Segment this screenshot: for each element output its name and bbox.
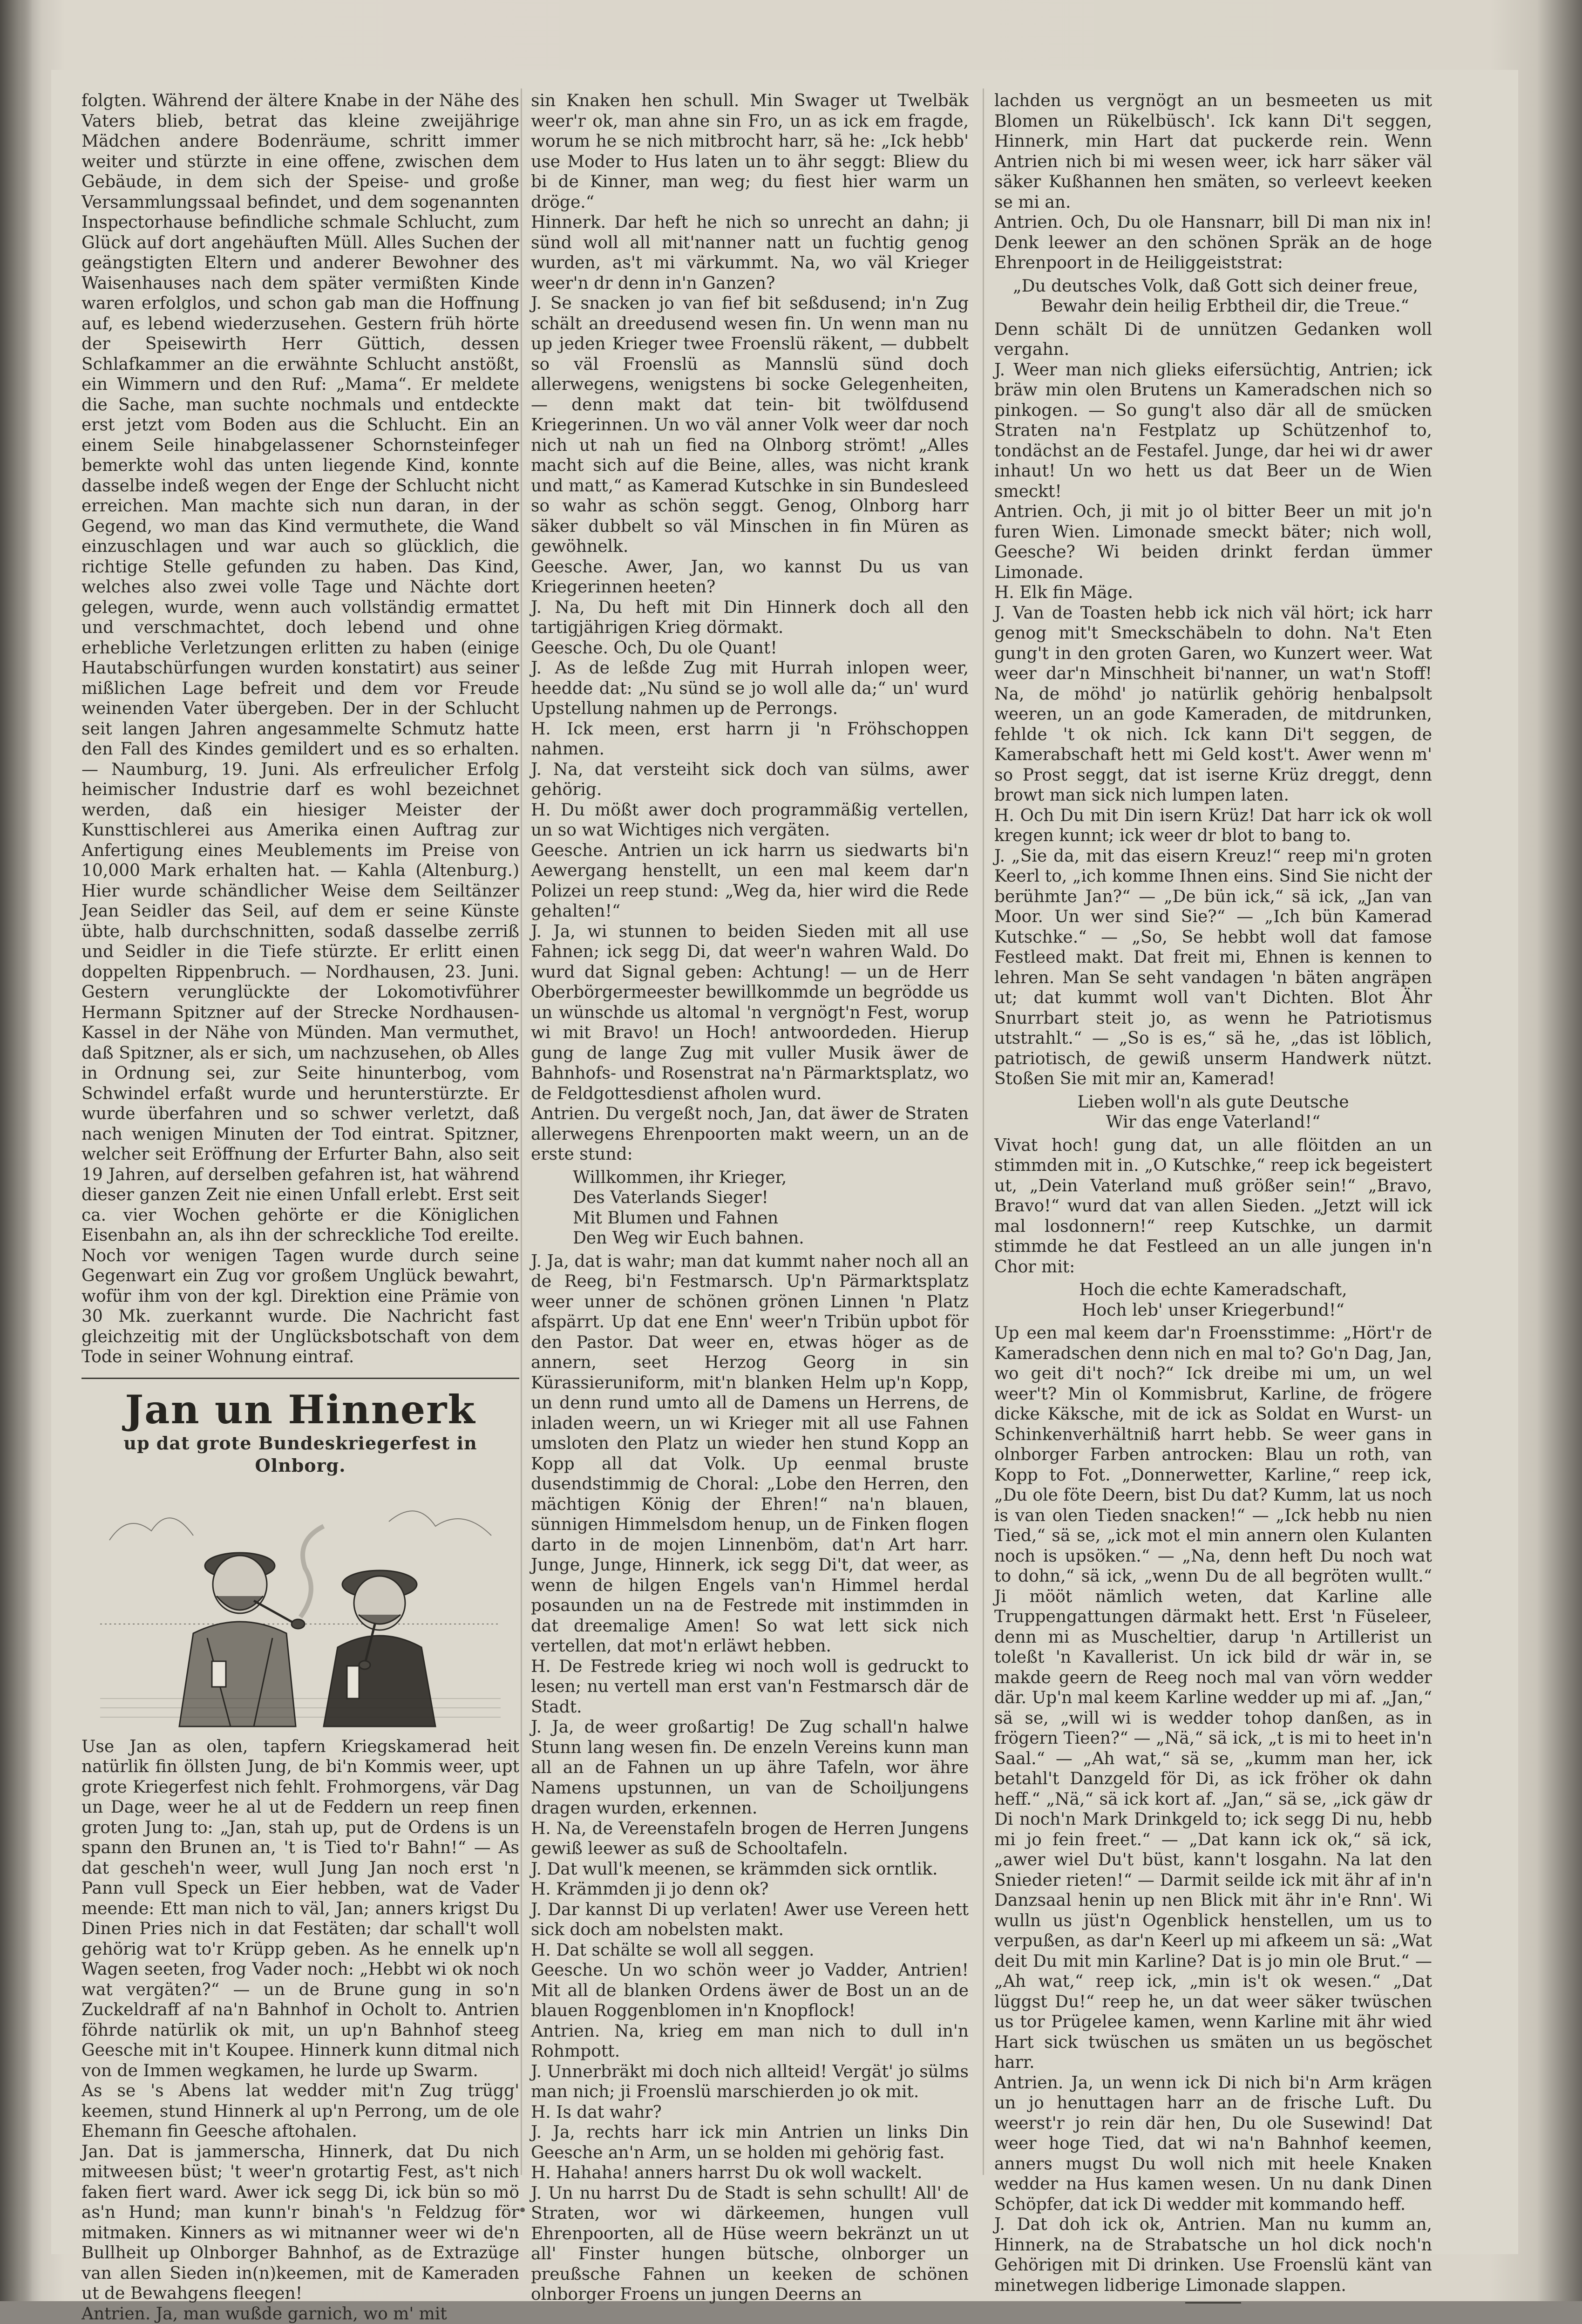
dialogue-paragraph: lachden us vergnögt an un besmeeten us mit Blomen un Rükelbüsch'. Ick kann Di't seggen, Hinnerk, min Hart dat puckerde rein. Wenn Antrien nich bi mi wesen weer, ick harr säker väl säker Kußhannen hen smäten, so verleevt keeken se mi an. (994, 91, 1432, 212)
verse-line: Hoch die echte Kameradschaft, (994, 1280, 1432, 1300)
verse-line: Des Vaterlands Sieger! (573, 1188, 969, 1208)
dialogue-paragraph: Hinnerk. Dar heft he nich so unrecht an dahn; ji sünd woll all mit'nanner natt un fuchtig genog wurden, as't mi värkummt. Na, wo väl Krieger weer'n dr denn in'n Ganzen? (531, 212, 969, 293)
dialogue-paragraph: J. Dat wull'k meenen, se krämmden sick orntlik. (531, 1859, 969, 1880)
page-edge-shadow (0, 0, 33, 2301)
chorus-verse (994, 1280, 1432, 1320)
verse-line: Hoch leb' unser Kriegerbund!“ (994, 1300, 1432, 1321)
news-paragraph: folgten. Während der ältere Knabe in der Nähe des Vaters blieb, betrat das kleine zweijährige Mädchen andere Bodenräume, schritt immer weiter und stürzte in eine offene, zwischen dem Gebäude, in dem sich der Speise- und große Versammlungssaal befindet, und dem sogenannten Inspectorhause befindliche schmale Schlucht, zum Glück auf dort angehäuften Müll. Alles Suchen der geängstigten Eltern und anderer Bewohner des Waisenhauses nach dem später vermißten Kinde waren erfolglos, und schon gab man die Hoffnung auf, es lebend wiederzusehen. Gestern früh hörte der Speisewirth Herr Güttich, dessen Schlafkammer an die erwähnte Schlucht anstößt, ein Wimmern und den Ruf: „Mama“. Er meldete die Sache, man suchte nochmals und entdeckte erst jetzt vom Boden aus die Schlucht. Ein an einem Seile hinabgelassener Schornsteinfeger bemerkte wohl das unten liegende Kind, konnte dasselbe indeß wegen der Enge der Schlucht nicht erreichen. Man machte sich nun daran, in der Gegend, wo man das Kind vermuthete, die Wand einzuschlagen und war auch so glücklich, die richtige Stelle gefunden zu haben. Das Kind, welches also zwei volle Tage und Nächte dort gelegen, wurde, wenn auch vollständig ermattet und verschmachtet, doch lebend und ohne erhebliche Verletzungen erlitten zu haben (einige Hautabschürfungen wurden konstatirt) aus seiner mißlichen Lage befreit und dem vor Freude weinenden Vater übergeben. Der in der Schlucht seit langen Jahren angesammelte Schmutz hatte den Fall des Kindes gemildert und es so erhalten. — Naumburg, 19. Juni. Als erfreulicher Erfolg heimischer Industrie darf es wohl bezeichnet werden, daß ein hiesiger Meister der Kunsttischlerei aus Amerika einen Auftrag zur Anfertigung eines Meublements im Preise von 10,000 Mark erhalten hat. — Kahla (Altenburg.) Hier wurde schändlicher Weise dem Seiltänzer Jean Seidler das Seil, auf dem er seine Künste übte, halb durchschnitten, sodaß dasselbe zerriß und Seidler in die Tiefe stürzte. Er erlitt einen doppelten Rippenbruch. — Nordhausen, 23. Juni. Gestern verunglückte der Lokomotivführer Hermann Spitzner auf der Strecke Nordhausen-Kassel in der Nähe von Münden. Man vermuthet, daß Spitzner, als er sich, um nachzusehen, ob Alles in Ordnung sei, zur Seite hinunterbog, vom Schwindel erfaßt wurde und herunterstürzte. Er wurde überfahren und so schwer verletzt, daß nach wenigen Minuten der Tod eintrat. Spitzner, welcher seit Eröffnung der Erfurter Bahn, also seit 19 Jahren, auf derselben gefahren ist, hat während dieser ganzen Zeit nie einen Unfall erlebt. Erst seit ca. vier Wochen gehörte er die Königlichen Eisenbahn an, als ihn der schreckliche Tod ereilte. Noch vor wenigen Tagen wurde durch seine Gegenwart ein Zug vor großem Unglück bewahrt, wofür ihm von der kgl. Direktion eine Prämie von 30 Mk. zuerkannt wurde. Die Nachricht fast gleichzeitig mit der Unglücksbotschaft von dem Tode in seiner Wohnung eintraf. (81, 91, 519, 1367)
column-3 (994, 91, 1432, 2196)
end-rule (1185, 2302, 1241, 2304)
dialogue-paragraph: H. Elk fin Mäge. (994, 583, 1432, 603)
dialogue-paragraph: sin Knaken hen schull. Min Swager ut Twelbäk weer'r ok, man ahne sin Fro, un as ick em fragde, worum he se nich mitbrocht harr, sä he: „Ick hebb' use Moder to Hus laten un to ähr seggt: Bliew du bi de Kinner, man weg; du fiest hier warm un dröge.“ (531, 91, 969, 212)
dialogue-paragraph: J. Ja, de weer großartig! De Zug schall'n halwe Stunn lang wesen fin. De enzeln Vereins kunn man all an de Fahnen un up ähre Tafeln, wor ähre Namens upstunnen, un van de Schoiljungens dragen wurden, erkennen. (531, 1717, 969, 1819)
column-rule-1 (521, 88, 522, 2175)
section-divider (81, 1378, 519, 1379)
two-men-pipes-illustration (100, 1484, 501, 1726)
dialogue-paragraph: H. Krämmden ji jo denn ok? (531, 1879, 969, 1900)
dialogue-paragraph: Geesche. Antrien un ick harrn us siedwarts bi'n Aewergang henstellt, un een mal keem dar'n Polizei un reep stund: „Weg da, hier wird die Rede gehalten!“ (531, 841, 969, 922)
verse-line: Bewahr dein heilig Erbtheil dir, die Treue.“ (1013, 296, 1432, 317)
dialogue-paragraph: Antrien. Ja, un wenn ick Di nich bi'n Arm krägen un jo henuttagen harr an de frische Luft. Du weerst'r jo rein där hen, Du ole Susewind! Dat weer hoge Tied, dat wi na'n Bahnhof keemen, anners mugst Du woll nich mit heele Knaken wedder na Hus kamen wesen. Un nu dank Dinen Schöpfer, dat ick Di wedder mit kommando heff. (994, 2073, 1432, 2215)
story-subheadline: up dat grote Bundeskriegerfest in Olnborg. (81, 1432, 519, 1477)
dialogue-paragraph: Denn schält Di de unnützen Gedanken woll vergahn. (994, 319, 1432, 360)
dialogue-paragraph: H. Dat schälte se woll all seggen. (531, 1940, 969, 1961)
dialogue-paragraph: J. As de leßde Zug mit Hurrah inlopen weer, heedde dat: „Nu sünd se jo woll alle da;“ un' wurd Upstellung nahmen up de Perrongs. (531, 658, 969, 719)
story-paragraph: As se 's Abens lat wedder mit'n Zug trügg' keemen, stund Hinnerk al up'n Perrong, um de ole Ehemann fin Geesche aftohalen. (81, 2081, 519, 2142)
dialogue-paragraph: Antrien. Na, krieg em man nich to dull in'n Rohmpott. (531, 2021, 969, 2062)
dialogue-paragraph: J. Ja, rechts harr ick min Antrien un links Din Geesche an'n Arm, un se holden mi gehörig fast. (531, 2122, 969, 2163)
dialogue-paragraph: J. Dar kannst Di up verlaten! Awer use Vereen hett sick doch am nobelsten makt. (531, 1900, 969, 1940)
dialogue-paragraph: Vivat hoch! gung dat, un alle flöitden an un stimmden mit in. „O Kutschke,“ reep ick begeistert ut, „Dein Vaterland muß größer sein!“ „Bravo, Bravo!“ wurd dat van allen Sieden. „Jetzt will ick mal losdonnern!“ reep Kutschke, un darmit stimmde he dat Festleed an un alle jungen in'n Chor mit: (994, 1135, 1432, 1278)
verse-line: Lieben woll'n als gute Deutsche (994, 1092, 1432, 1113)
dialogue-paragraph: Antrien. Och, Du ole Hansnarr, bill Di man nix in! Denk leewer an den schönen Spräk an de hoge Ehrenpoort in de Heiliggeiststrat: (994, 212, 1432, 273)
verse-line: Den Weg wir Euch bahnen. (573, 1228, 969, 1249)
dialogue-paragraph: J. Na, Du heft mit Din Hinnerk doch all den tartigjährigen Krieg dörmakt. (531, 598, 969, 638)
welcome-verse (531, 1168, 969, 1249)
dialogue-paragraph: J. Weer man nich glieks eifersüchtig, Antrien; ick bräw min olen Brutens un Kameradschen nich so pinkogen. — So gung't also där all de smücken Straten na'n Festplatz up Schützenhof to, tondächst an de Festafel. Junge, dar hei wi dr awer inhaut! Un wo hett us dat Beer un de Wien smeckt! (994, 360, 1432, 502)
dialogue-paragraph: Geesche. Awer, Jan, wo kannst Du us van Kriegerinnen heeten? (531, 557, 969, 598)
dialogue-paragraph: Geesche. Och, Du ole Quant! (531, 638, 969, 659)
dialogue-paragraph: H. Hahaha! anners harrst Du ok woll wackelt. (531, 2163, 969, 2183)
column-rule-2 (983, 88, 984, 2175)
dialogue-paragraph: J. „Sie da, mit das eisern Kreuz!“ reep mi'n groten Keerl to, „ich komme Ihnen eins. Sind Sie nicht der berühmte Jan?“ — „De bün ick,“ sä ick, „Jan van Moor. Un wer sind Sie?“ — „Ich bün Kamerad Kutschke.“ — „So, Se hebbt woll dat famose Festleed makt. Dat freit mi, Ehnen is kennen to lehren. Man Se seht vandagen 'n bäten angräpen ut; dat kummt woll van't Dichten. Blot Ähr Snurrbart steit jo, as wenn he Patriotismus utstrahlt.“ — „So is es,“ sä he, „das ist löblich, patriotisch, de gewiß unserm Handwerk nützt. Stoßen Sie mit mir an, Kamerad! (994, 846, 1432, 1089)
dialogue-paragraph: H. Du mößt awer doch programmäßig vertellen, un so wat Wichtiges nich vergäten. (531, 800, 969, 841)
dialogue-paragraph: H. Is dat wahr? (531, 2102, 969, 2123)
story-headline: Jan un Hinnerk (81, 1387, 519, 1432)
dialogue-paragraph: H. Ick meen, erst harrn ji 'n Fröhschoppen nahmen. (531, 719, 969, 760)
dialogue-paragraph: J. Dat doh ick ok, Antrien. Man nu kumm an, Hinnerk, na de Strabatsche un hol dick noch'n Gehörigen mit Di drinken. Use Froenslü känt van minetwegen lidberige Limonade slappen. (994, 2215, 1432, 2296)
story-paragraph: Antrien. Ja, man wußde garnich, wo m' mit (81, 2304, 519, 2324)
verse-line: Wir das enge Vaterland!“ (994, 1112, 1432, 1133)
dialogue-paragraph: J. Un nu harrst Du de Stadt is sehn schullt! All' de Straten, wor wi därkeemen, hungen vull Ehrenpoorten, all de Hüse weern bekränzt un ut all' Finster hungen bütsche, olnborger un preußsche Fahnen un keeken de schönen olnborger Froens un jungen Deerns an (531, 2183, 969, 2305)
dialogue-paragraph: J. Ja, wi stunnen to beiden Sieden mit all use Fahnen; ick segg Di, dat weer'n wahren Wald. Do wurd dat Signal geben: Achtung! — un de Herr Oberbörgermeester bewillkommde un begrödde us un wünschde us altomal 'n vergnögt'n Fest, worup wi mit Bravo! un Hoch! antwoordeden. Hierup gung de lange Zug mit vuller Musik äwer de Bahnhofs- und Rosenstrat na'n Pärmarktsplatz, wo de Feldgottesdienst afholen wurd. (531, 922, 969, 1104)
dialogue-paragraph: J. Na, dat versteiht sick doch van sülms, awer gehörig. (531, 760, 969, 800)
verse-line: „Du deutsches Volk, daß Gott sich deiner freue, (1013, 276, 1432, 297)
dialogue-paragraph: H. De Festrede krieg wi noch woll is gedruckt to lesen; nu vertell man erst van'n Festmarsch där de Stadt. (531, 1657, 969, 1718)
verse-line: Willkommen, ihr Krieger, (573, 1168, 969, 1188)
story-paragraph: Use Jan as olen, tapfern Kriegskamerad heit natürlik fin öllsten Jung, de bi'n Kommis weer, upt grote Kriegerfest nich fehlt. Frohmorgens, vär Dag un Dage, weer he al ut de Feddern un reep finen groten Jung to: „Jan, stah up, put de Ordens is un spann den Brunen an, 't is Tied to'r Bahn!“ — As dat gescheh'n weer, wull Jung Jan noch erst 'n Pann vull Speck un Eier hebben, wat de Vader meende: Ett man nich to väl, Jan; anners krigst Du Dinen Pries nich in dat Festäten; dar schall't woll gehörig wat to'r Krüpp geben. As he ennelk up'n Wagen seeten, frog Vader noch: „Hebbt wi ok noch wat vergäten?“ — un de Brune gung in so'n Zuckeldraff af na'n Bahnhof in Ocholt to. Antrien föhrde natürlik ok mit, un up'n Bahnhof steeg Geesche mit in't Koupee. Hinnerk kunn ditmal nich von de Immen wegkamen, he lurde up Swarm. (81, 1737, 519, 2081)
dialogue-paragraph: H. Na, de Vereenstafeln brogen de Herren Jungens gewiß leewer as suß de Schooltafeln. (531, 1819, 969, 1859)
column-1 (81, 91, 519, 2196)
dialogue-paragraph: J. Se snacken jo van fief bit seßdusend; in'n Zug schält an dreedusend wesen fin. Un wenn man nu up jeden Krieger twee Froenslü räkent, — dubbelt so väl Froenslü as Mannslü sünd doch allerwegens, wenigstens bi socke Gelegenheiten, — denn makt dat tein- bit twölfdusend Kriegerinnen. Un wo väl anner Volk weer dar noch nich ut nah un fied na Olnborg strömt! „Alles macht sich auf die Beine, alles, was nicht krank und matt,“ as Kamerad Kutschke in sin Bundesleed so wahr as schön seggt. Genog, Olnborg harr säker dubbelt so väl Minschen in fin Müren as gewöhnelk. (531, 293, 969, 557)
verse-line: Mit Blumen und Fahnen (573, 1208, 969, 1229)
dialogue-paragraph: Antrien. Du vergeßt noch, Jan, dat äwer de Straten allerwegens Ehrenpoorten makt weern, un an de erste stund: (531, 1104, 969, 1165)
dialogue-paragraph: J. Unnerbräkt mi doch nich allteid! Vergät' jo sülms man nich; ji Froenslü marschierden jo ok mit. (531, 2062, 969, 2102)
dialogue-paragraph: Antrien. Och, ji mit jo ol bitter Beer un mit jo'n furen Wien. Limonade smeckt bäter; nich woll, Geesche? Wi beiden drinkt ferdan ümmer Limonade. (994, 502, 1432, 583)
print-speck (520, 2208, 525, 2212)
gate-inscription-verse (994, 276, 1432, 317)
dialogue-paragraph: Geesche. Un wo schön weer jo Vadder, Antrien! Mit all de blanken Ordens äwer de Bost un an de blauen Roggenblomen in'n Knopflock! (531, 1960, 969, 2021)
dialogue-paragraph: Up een mal keem dar'n Froensstimme: „Hört'r de Kameradschen denn nich en mal to? Go'n Dag, Jan, wo geit di't noch?“ Ick dreibe mi um, un wel weer't? Min ol Kommisbrut, Karline, de frögere dicke Käksche, mit de ick as Soldat en Wurst- un Schinkenverhältniß harrt hebb. Se weer gans in olnborger Farben antrocken: Blau un roth, van Kopp to Fot. „Donnerwetter, Karline,“ reep ick, „Du ole föte Deern, bist Du dat? Kumm, lat us noch is van olen Tieden snacken!“ — „Ick hebb nu nien Tied,“ sä se, „ick mot el min annern olen Kulanten noch is upsöken.“ — „Na, denn heft Du noch wat to dohn,“ sä ick, „wenn Du de all begröten wullt.“ Ji mööt nämlich weten, dat Karline alle Truppengattungen därmakt hett. Erst 'n Füseleer, denn mi as Muscheltier, darup 'n Artillerist un toleßt 'n Kavallerist. Un ick bild dr wär in, se makde geern de Reeg noch mal van vörn wedder där. Up'n mal keem Karline wedder up mi af. „Jan,“ sä se, „will wi is wedder tohop danßen, as in frögern Tieen?“ — „Nä,“ sä ick, „t is mi to heet in'n Saal.“ — „Ah wat,“ sä se, „kumm man her, ick betahl't Danzgeld för Di, as ick fröher ok dahn heff.“ „Nä,“ sä ick kort af. „Jan,“ sä se, „ick gäw dr Di noch'n Mark Drinkgeld to; ick segg Di nu, hebb mi jo fein freet.“ — „Dat kann ick ok,“ sä ick, „awer wiel Du't büst, kann't losgahn. Na lat den Snieder rieten!“ — Darmit seilde ick mit ähr af in'n Danzsaal henin up nen Blick mit ähr in'e Rnn'. Wi wulln us jüst'n Ogenblick henstellen, um us to verpußen, as dar'n Keerl up mi afkeem un sä: „Wat deit Du mit min Karline? Dat is jo min ole Brut.“ — „Ah wat,“ reep ick, „min is't ok wesen.“ „Dat lüggst Du!“ reep he, un dat weer säker twüschen us tor Prügelee kamen, wenn Karline mit ähr wied Hart sick twüschen us smäten un us begöschet harr. (994, 1323, 1432, 2073)
dialogue-paragraph: J. Ja, dat is wahr; man dat kummt naher noch all an de Reeg, bi'n Festmarsch. Up'n Pärmarktsplatz weer unner de schönen grönen Linnen 'n Platz afspärrt. Up dat ene Enn' weer'n Tribün upbot för den Pastor. Dat weer en, etwas höger as de annern, seet Herzog Georg in sin Kürassieruniform, mit'n blanken Helm up'n Kopp, un denn rund umto all de Damens un Herrens, de inladen weern, un wi Krieger mit all use Fahnen umsloten den Platz un wieder hen stund Kopp an Kopp all dat Volk. Up eenmal bruste dusendstimmig de Choral: „Lobe den Herren, den mächtigen König der Ehren!“ na'n blauen, sünnigen Himmelsdom henup, un de Finken flogen darto in de mojen Linnenböm, dat'n Art harr. Junge, Junge, Hinnerk, ick segg Di't, dat weer, as wenn de hilgen Engels van'n Himmel herdal posaunden un na de Festrede mit instimmden in dat dreemalige Amen! So wat lett sick nich vertellen, dat mot'n erläwt hebben. (531, 1251, 969, 1657)
dialogue-paragraph: J. Van de Toasten hebb ick nich väl hört; ick harr genog mit't Smeckschäbeln to dohn. Na't Eten gung't in den groten Garen, wo Kunzert weer. Wat weer dar'n Minschheit bi'nanner, un wat'n Stoff! Na, de möhd' jo natürlik gehörig henbalpsolt weeren, un an gode Kameraden, de mitdrunken, fehlde 't ok nich. Ick kann Di't seggen, de Kamerabschaft hett mi Geld kost't. Awer wenn m' so Prost seggt, dat ist iserne Krüz dreggt, denn browt man sick nich lumpen laten. (994, 603, 1432, 806)
story-paragraph: Jan. Dat is jammerscha, Hinnerk, dat Du nich mitweesen büst; 't weer'n grotartig Fest, as't nich faken fiert ward. Awer ick segg Di, ick bün so mö as'n Hund; man kunn'r binah's 'n Feldzug för mitmaken. Kinners as wi mitnanner weer wi de'n Bullheit up Olnborger Bahnhof, as de Extrazüge van allen Sieden in(n)keemen, mit de Kameraden ut de Bewahgens fleegen! (81, 2142, 519, 2304)
dialogue-paragraph: H. Och Du mit Din isern Krüz! Dat harr ick ok woll kregen kunnt; ick weer dr blot to bang to. (994, 806, 1432, 846)
song-verse (994, 1092, 1432, 1133)
column-2 (531, 91, 969, 2196)
